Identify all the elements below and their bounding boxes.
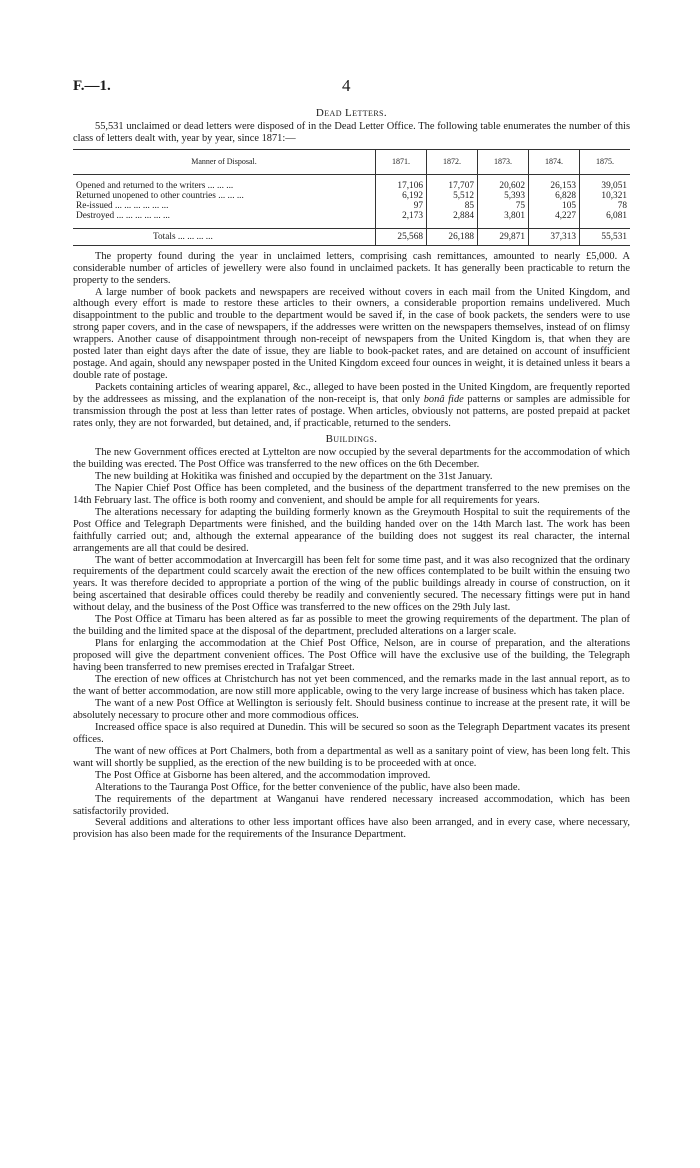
table-cell: 39,051 (580, 181, 631, 191)
table-cell: 3,801 (478, 211, 529, 221)
totals-label: Totals ... ... ... ... (73, 228, 376, 245)
year-header: 1873. (478, 149, 529, 174)
year-header: 1874. (529, 149, 580, 174)
table-row (73, 181, 630, 191)
paragraph-wearing-apparel (73, 382, 630, 430)
paragraph-port-chalmers: The want of new offices at Port Chalmers, both from a departmental as well as a sanitary point of view, has been long felt. This want will shortly be supplied, as the erection of the new building is to be proceeded with at once. (73, 745, 630, 769)
table-cell: 4,227 (529, 211, 580, 221)
year-header: 1871. (376, 149, 427, 174)
total-cell: 37,313 (529, 228, 580, 245)
total-cell: 55,531 (580, 228, 631, 245)
paragraph-property-found: The property found during the year in unclaimed letters, comprising cash remittances, amounted to nearly £5,000. A considerable number of articles of jewellery were also found in unclaimed packets. It has generally been practicable to return the property to the senders. (73, 250, 630, 286)
table-cell: 105 (529, 201, 580, 211)
paragraph-napier: The Napier Chief Post Office has been completed, and the business of the department transferred to the new premises on the 14th February last. The office is both roomy and convenient, and should be ample for all requirements for years. (73, 482, 630, 506)
paragraph-other-offices: Several additions and alterations to other less important offices have also been arranged, and in every case, where necessary, provision has also been made for the requirements of the Insurance Department. (73, 817, 630, 841)
dead-letters-table (73, 149, 630, 246)
table-header-row (73, 149, 630, 174)
page-body (73, 108, 630, 841)
table-row (73, 211, 630, 221)
table-cell: 5,393 (478, 191, 529, 201)
paragraph-text: Packets containing articles of wearing apparel, &c., alleged to have been posted in the United Kingdom, are frequently reported by the addressees as missing, and the explanation of the non-receipt is, that only (73, 382, 630, 406)
paragraph-christchurch: The erection of new offices at Christchurch has not yet been commenced, and the remarks made in the last annual report, as to the want of better accommodation, are now still more applicable, owing to the very large increase of business which has taken place. (73, 674, 630, 697)
table-cell: 17,106 (376, 181, 427, 191)
dead-letters-heading: Dead Letters. (315, 107, 388, 119)
table-row (73, 191, 630, 201)
table-cell: 2,884 (427, 211, 478, 221)
paragraph-greymouth: The alterations necessary for adapting the building formerly known as the Greymouth Hospital to suit the requirements of the Post Office and Telegraph Departments were finished, and the building handed over on the 14th March last. The work has been faithfully carried out; and, although the external appearance of the building does not suggest its real character, the internal arrangements are all that could be desired. (73, 506, 630, 554)
table-cell: 6,828 (529, 191, 580, 201)
row-label: Destroyed ... ... ... ... ... ... (76, 211, 170, 222)
table-cell: 20,602 (478, 181, 529, 191)
emphasis-text: bonâ fide (423, 394, 464, 406)
paragraph-dunedin: Increased office space is also required at Dunedin. This will be secured so soon as the Telegraph Department vacates its present offices. (73, 721, 630, 745)
total-cell: 29,871 (478, 228, 529, 245)
year-header: 1872. (427, 149, 478, 174)
table-cell: 26,153 (529, 181, 580, 191)
page-number: 4 (342, 76, 351, 95)
dead-letters-intro: 55,531 unclaimed or dead letters were disposed of in the Dead Letter Office. The following table enumerates the number of this class of letters dealt with, year by year, since 1871:— (73, 120, 630, 144)
totals-row (73, 228, 630, 245)
paragraph-timaru: The Post Office at Timaru has been altered as far as possible to meet the growing requirements of the department. The plan of the building and the limited space at the disposal of the department, precluded alterations on a larger scale. (73, 614, 630, 638)
paragraph-book-packets: A large number of book packets and newspapers are received without covers in each mail from the United Kingdom, and although every effort is made to restore these articles to their owners, a considerable proportion remains undelivered. Much disappointment to the public and trouble to the department would be saved if, in the case of book packets, the senders were to use strong paper covers, and in the case of newspapers, if the addresses were written on the newspapers themselves, instead of on flimsy wrappers. Another cause of disappointment through non-receipt of newspapers from the United Kingdom is, that when they are posted later than eight days after the date of issue, they are liable to book-packet rates, and are detained on account of insufficient postage. And again, should any newspaper posted in the United Kingdom exceed four ounces in weight, it is detained unless it bears a double rate of postage. (73, 286, 630, 382)
row-label: Opened and returned to the writers ... ... ... (76, 180, 234, 191)
table-cell: 97 (376, 201, 427, 211)
paragraph-tauranga: Alterations to the Tauranga Post Office, for the better convenience of the public, have also been made. (95, 781, 521, 793)
paragraph-lyttelton: The new Government offices erected at Lyttelton are now occupied by the several departments for the accommodation of which the building was erected. The Post Office was transferred to the new offices on the 6th December. (73, 446, 630, 470)
table-cell: 6,192 (376, 191, 427, 201)
paragraph-wanganui: The requirements of the department at Wanganui have rendered necessary increased accommodation, which has been satisfactorily provided. (73, 793, 630, 817)
table-cell: 6,081 (580, 211, 631, 221)
paragraph-invercargill: The want of better accommodation at Invercargill has been felt for some time past, and it was also recognized that the ordinary requirements of the department could scarcely await the erection of the new offices contemplated to be built within the ensuing two years. It was therefore decided to appropriate a portion of the wing of the public buildings already in course of construction, on it being ascertained that desirable offices could thereby be readily and conveniently secured. The necessary fittings were put in hand without delay, and the business of the Post Office was transferred to the new offices on the 29th July last. (73, 554, 630, 614)
table-cell: 10,321 (580, 191, 631, 201)
table-cell: 78 (580, 201, 631, 211)
paragraph-gisborne: The Post Office at Gisborne has been altered, and the accommodation improved. (95, 769, 431, 781)
report-code: F.—1. (73, 78, 111, 94)
paragraph-text: patterns or samples are admissible for transmission through the post at less than letter rates of postage. When articles, obviously not patterns, are posted prepaid at packet rates only, they are not forwarded, but detained, and, if practicable, returned to the senders. (73, 394, 630, 430)
total-cell: 26,188 (427, 228, 478, 245)
paragraph-wellington: The want of a new Post Office at Wellington is seriously felt. Should business continue to increase at the present rate, it will be absolutely necessary to procure other and more commodious offices. (73, 697, 630, 721)
table-cell: 85 (427, 201, 478, 211)
total-cell: 25,568 (376, 228, 427, 245)
table-cell: 17,707 (427, 181, 478, 191)
table-cell: 5,512 (427, 191, 478, 201)
paragraph-hokitika: The new building at Hokitika was finished and occupied by the department on the 31st January. (95, 470, 493, 482)
year-header: 1875. (580, 149, 631, 174)
row-label: Returned unopened to other countries ... ... ... (76, 191, 244, 202)
table-cell: 75 (478, 201, 529, 211)
buildings-heading: Buildings. (325, 432, 378, 445)
row-label: Re-issued ... ... ... ... ... ... (76, 201, 169, 212)
manner-of-disposal-header: Manner of Disposal. (73, 149, 376, 174)
paragraph-nelson: Plans for enlarging the accommodation at the Chief Post Office, Nelson, are in course of preparation, and the alterations proposed will give the department convenient offices. The Post Office will have the exclusive use of the building, the Telegraph having been transferred to new premises erected in Trafalgar Street. (73, 638, 630, 674)
table-row (73, 201, 630, 211)
table-cell: 2,173 (376, 211, 427, 221)
